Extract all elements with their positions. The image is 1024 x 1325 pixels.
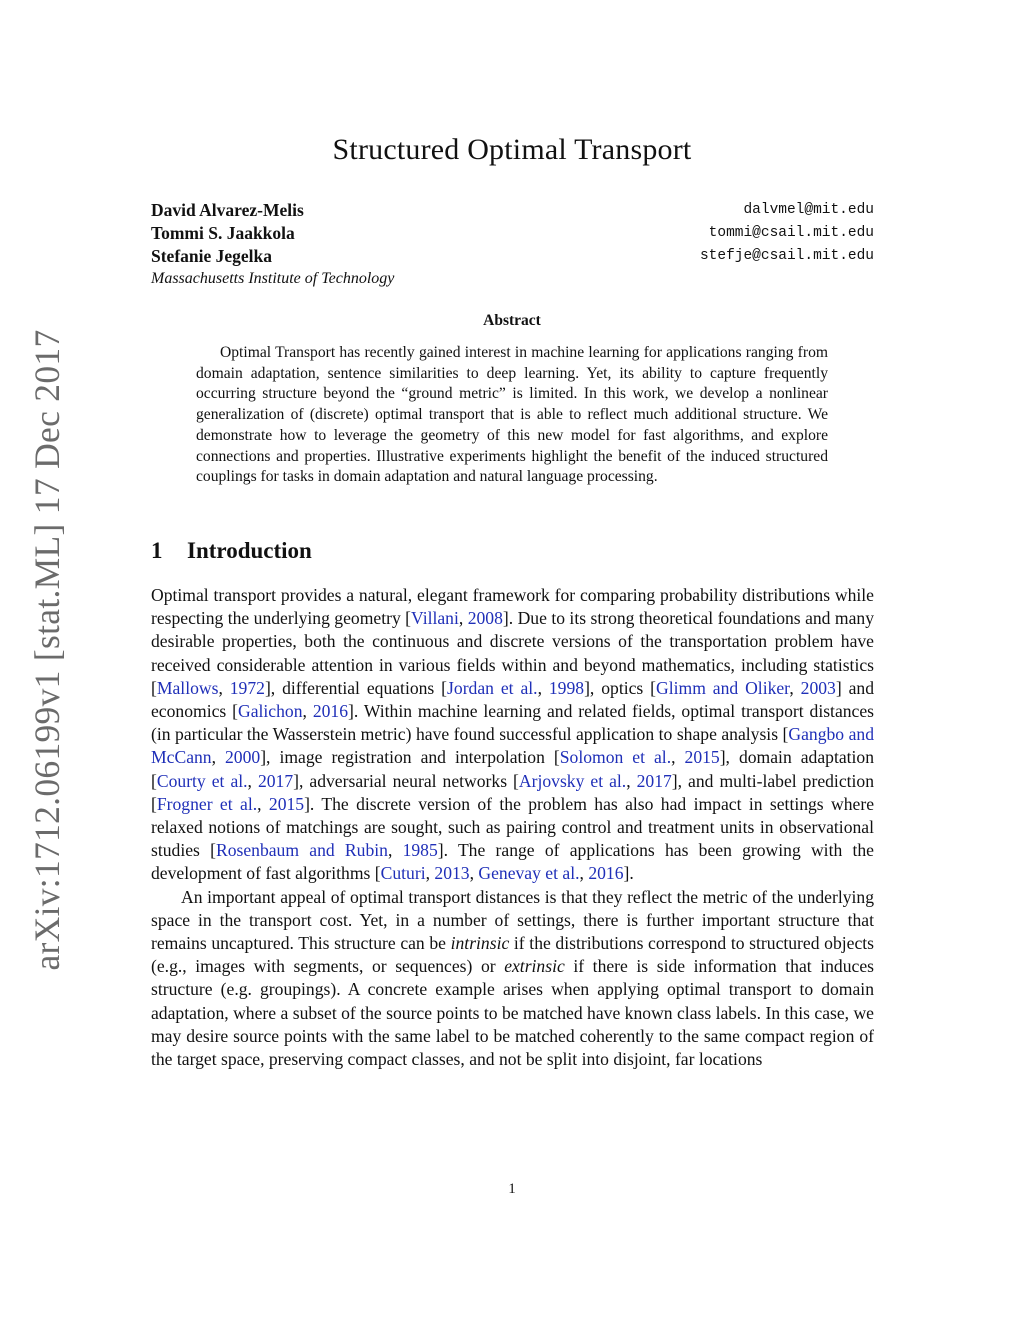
text-run: ,: [257, 793, 269, 814]
text-run: ]. The discrete version of the problem has also had impact in settings where relaxed notions of matchings are sought, such as pairing control and treatment units in observational studies [: [151, 793, 875, 861]
author-email[interactable]: dalvmel@mit.edu: [743, 202, 874, 218]
text-run: ], image registration and interpolation [: [260, 747, 560, 768]
page-number: 1: [508, 1181, 516, 1197]
text-run: ]. The range of applications has been growing with the development of fast algorithms [: [151, 840, 874, 884]
citation-link[interactable]: Glimm and Oliker: [656, 677, 790, 698]
author-name: Stefanie Jegelka: [151, 246, 273, 266]
text-run: if the distributions correspond to structured objects (e.g., images with segments, or sequences) or: [151, 933, 874, 977]
citation-link[interactable]: Mallows: [156, 677, 219, 698]
citation-link[interactable]: 1972: [229, 677, 265, 698]
text-run: ], differential equations [: [264, 677, 448, 698]
citation-link[interactable]: 2000: [225, 747, 261, 768]
text-run: ].: [623, 863, 634, 884]
author-email[interactable]: tommi@csail.mit.edu: [708, 225, 874, 241]
text-run: ], optics [: [584, 677, 657, 698]
text-run: ,: [211, 747, 225, 768]
citation-link[interactable]: 2017: [257, 770, 294, 791]
text-run: ]. Within machine learning and related fields, optimal transport distances (in particular the Wasserstein metric) have found successful application to shape analysis [: [151, 701, 875, 745]
text-run: if there is side information that induces structure (e.g. groupings). A concrete example arises when applying optimal transport to domain adaptation, where a subset of the source points to be matched have known class labels. In this case, we may desire source points with the same label to be matched coherently to the same compact region of the target space, preserving compact classes, and not be split into disjoint, far locations: [151, 956, 874, 1070]
emphasized-term: extrinsic: [504, 956, 565, 977]
section-heading: [151, 538, 312, 564]
citation-link[interactable]: 2003: [800, 677, 836, 698]
section-title: Introduction: [187, 538, 312, 563]
text-run: ], adversarial neural networks [: [293, 770, 519, 791]
citation-link[interactable]: Galichon: [238, 701, 303, 722]
citation-link[interactable]: Cuturi: [380, 863, 426, 884]
citation-link[interactable]: 1998: [548, 677, 585, 698]
paragraph: [151, 584, 874, 886]
abstract-text: Optimal Transport has recently gained interest in machine learning for applications ranging from domain adaptation, sentence similarities to deep learning. Yet, its ability to capture frequently occurring structure beyond the “ground metric” is limited. In this work, we develop a nonlinear generalization of (discrete) optimal transport that is able to reflect much additional structure. We demonstrate how to leverage the geometry of this new model for fast algorithms, and explore connections and properties. Illustrative experiments highlight the benefit of the induced structured couplings for tasks in domain adaptation and natural language processing.: [196, 344, 828, 486]
author-name: David Alvarez-Melis: [151, 200, 304, 220]
text-run: ,: [425, 863, 435, 884]
citation-link[interactable]: 1985: [402, 840, 438, 861]
text-run: ,: [789, 677, 801, 698]
abstract-heading: Abstract: [483, 312, 541, 329]
arxiv-identifier[interactable]: arXiv:1712.06199v1 [stat.ML] 17 Dec 2017: [27, 329, 67, 971]
paper-title: Structured Optimal Transport: [332, 133, 692, 166]
text-run: An important appeal of optimal transport distances is that they reflect the metric of the underlying space in the transport cost. Yet, in a number of settings, there is further important structure that remains uncaptured. This structure can be: [151, 886, 874, 954]
text-run: ,: [671, 747, 685, 768]
citation-link[interactable]: Genevay et al.: [478, 863, 580, 884]
affiliation: Massachusetts Institute of Technology: [151, 270, 395, 287]
author-name: Tommi S. Jaakkola: [151, 223, 295, 243]
author-email[interactable]: stefje@csail.mit.edu: [699, 248, 874, 264]
citation-link[interactable]: 2016: [312, 701, 349, 722]
citation-link[interactable]: Courty et al.: [156, 770, 248, 791]
citation-link[interactable]: 2013: [434, 863, 470, 884]
text-run: ,: [458, 608, 468, 629]
text-run: ,: [579, 863, 589, 884]
author-row: [151, 200, 874, 223]
text-run: Optimal transport provides a natural, elegant framework for comparing probability distributions while respecting the underlying geometry [: [151, 585, 874, 629]
citation-link[interactable]: Solomon et al.: [559, 747, 672, 768]
text-run: ]. Due to its strong theoretical foundations and many desirable properties, both the continuous and discrete versions of the transportation problem have received considerable attention in various fields within and beyond mathematics, including statistics [: [151, 608, 875, 698]
citation-link[interactable]: Jordan et al.: [447, 677, 538, 698]
citation-link[interactable]: Arjovsky et al.: [518, 770, 627, 791]
citation-link[interactable]: 2015: [684, 747, 720, 768]
citation-link[interactable]: Villani: [411, 608, 459, 629]
citation-link[interactable]: 2008: [467, 608, 503, 629]
section-number: 1: [151, 538, 163, 563]
citation-link[interactable]: 2017: [636, 770, 672, 791]
author-row: [151, 223, 874, 246]
body-text: [151, 584, 874, 1071]
text-run: ,: [302, 701, 313, 722]
citation-link[interactable]: Rosenbaum and Rubin: [215, 840, 388, 861]
paragraph: [151, 886, 874, 1072]
text-run: ], domain adaptation [: [151, 747, 875, 791]
text-run: ,: [387, 840, 403, 861]
author-block: [151, 200, 874, 288]
citation-link[interactable]: 2015: [268, 793, 305, 814]
citation-link[interactable]: 2016: [588, 863, 624, 884]
text-run: ,: [218, 677, 230, 698]
text-run: ,: [469, 863, 479, 884]
text-run: ] and economics [: [151, 677, 875, 722]
text-run: ], and multi-label prediction [: [151, 770, 874, 814]
text-run: ,: [626, 770, 637, 791]
text-run: ,: [247, 770, 258, 791]
citation-link[interactable]: Gangbo and McCann: [151, 724, 874, 768]
emphasized-term: intrinsic: [450, 933, 510, 954]
author-row: [151, 246, 874, 269]
citation-link[interactable]: Frogner et al.: [156, 793, 258, 814]
text-run: ,: [537, 677, 549, 698]
